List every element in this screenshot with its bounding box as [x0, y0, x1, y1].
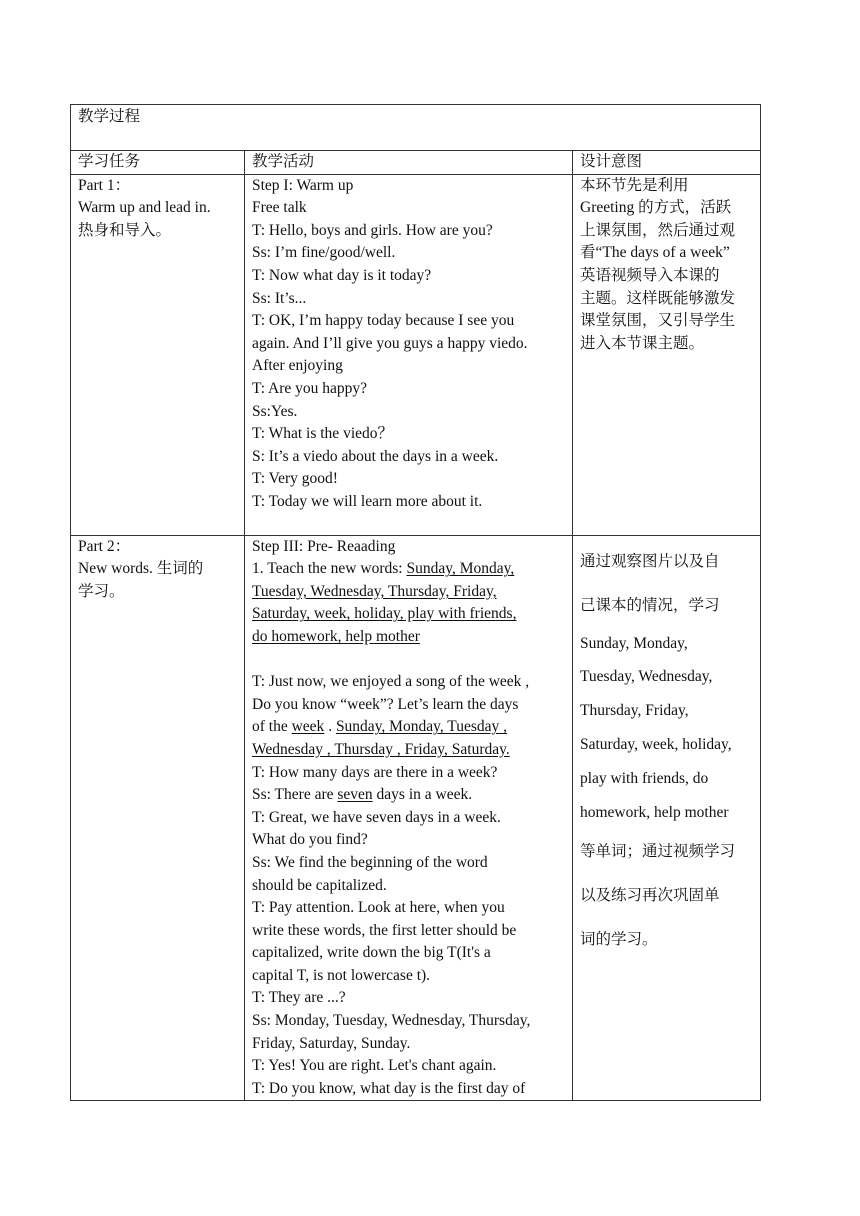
blank-line [252, 649, 565, 672]
part2-intent-en-line: Tuesday, Wednesday, [580, 668, 713, 686]
days-underlined: Wednesday , Thursday , Friday, Saturday. [252, 740, 510, 758]
part1-task-line: Part 1： [78, 176, 131, 194]
part1-activity-line: Free talk [252, 199, 307, 217]
part2-activity-cell [245, 535, 573, 1101]
part1-intent-line: 进入本节课主题。 [580, 334, 705, 352]
dialogue-line: Do you know “week”? Let’s learn the days [252, 695, 519, 713]
part1-activity-cell [245, 174, 573, 535]
part1-intent-line: 看“The days of a week” [580, 244, 730, 262]
dialogue-line: T: How many days are there in a week? [252, 763, 498, 781]
part2-task-line: New words. 生词的 [78, 560, 204, 578]
part2-intent-en-line: Saturday, week, holiday, [580, 735, 732, 753]
dialogue-text: of the [252, 718, 292, 736]
part1-activity-line: S: It’s a viedo about the days in a week. [252, 447, 499, 465]
part1-intent-line: 主题。这样既能够激发 [580, 289, 736, 307]
dialogue-line: Ss: Monday, Tuesday, Wednesday, Thursday, [252, 1012, 531, 1030]
part1-activity-line: T: Today we will learn more about it. [252, 492, 483, 510]
part1-activity-line: T: Are you happy? [252, 379, 368, 397]
table-row-part1 [71, 174, 761, 535]
header-task: 学习任务 [71, 151, 245, 175]
part1-activity-line: Ss:Yes. [252, 402, 298, 420]
part2-intent-en-line: Thursday, Friday, [580, 702, 689, 720]
part1-intent-line: 课堂氛围，又引导学生 [580, 312, 736, 330]
dialogue-line: T: They are ...? [252, 989, 346, 1007]
word-seven-underlined: seven [337, 786, 373, 804]
part2-intent-cn-line: 等单词；通过视频学习 [580, 842, 736, 861]
dialogue-line: capitalized, write down the big T(It's a [252, 944, 491, 962]
table-title: 教学过程 [71, 105, 761, 151]
new-words-underlined: do homework, help mother [252, 627, 420, 645]
part2-intent-en-line: Sunday, Monday, [580, 634, 688, 652]
dialogue-line: Friday, Saturday, Sunday. [252, 1034, 411, 1052]
part1-intent-line: 英语视频导入本课的 [580, 266, 720, 284]
dialogue-line: T: Do you know, what day is the first day of [252, 1079, 526, 1097]
dialogue-text: days in a week. [372, 786, 473, 804]
part1-activity-line: T: Very good! [252, 470, 338, 488]
dialogue-line [252, 784, 565, 807]
dialogue-text: Ss: There are [252, 786, 338, 804]
part1-activity-line: again. And I’ll give you guys a happy viedo. [252, 334, 528, 352]
part1-activity-line: Step I: Warm up [252, 176, 354, 194]
dialogue-line: Ss: We find the beginning of the word [252, 853, 488, 871]
part2-intent-cn-line: 以及练习再次巩固单 [580, 886, 720, 905]
part1-activity-line: T: Now what day is it today? [252, 266, 432, 284]
part2-intent-cell [573, 535, 761, 1101]
dialogue-line: T: Just now, we enjoyed a song of the week , [252, 673, 530, 691]
dialogue-line: What do you find? [252, 831, 368, 849]
header-activity: 教学活动 [245, 151, 573, 175]
part1-intent-cell [573, 174, 761, 535]
new-words-item [252, 558, 565, 581]
new-words-prefix: 1. Teach the new words: [252, 560, 407, 578]
part1-task-line: Warm up and lead in. [78, 199, 211, 217]
new-words-underlined: Sunday, Monday, [406, 560, 515, 578]
part1-activity-line: T: What is the viedo？ [252, 425, 393, 443]
new-words-underlined: Saturday, week, holiday, play with friends, [252, 605, 517, 623]
lesson-plan-table [70, 104, 761, 1101]
part1-intent-line: 本环节先是利用 [580, 176, 689, 194]
part2-intent-cn-line: 词的学习。 [580, 930, 658, 949]
part1-activity-line: Ss: I’m fine/good/well. [252, 244, 396, 262]
dialogue-line: T: Great, we have seven days in a week. [252, 808, 501, 826]
dialogue-line [252, 716, 565, 739]
part2-task-cell [71, 535, 245, 1101]
part1-task-cell [71, 174, 245, 535]
dialogue-text: . [324, 718, 336, 736]
header-intent: 设计意图 [573, 151, 761, 175]
part1-intent-line: Greeting 的方式，活跃 [580, 199, 732, 217]
part1-activity-line: Ss: It’s... [252, 289, 307, 307]
part2-intent-cn-line: 己课本的情况，学习 [580, 595, 720, 614]
part2-task-line: 学习。 [78, 582, 125, 600]
part1-task-line: 热身和导入。 [78, 221, 172, 239]
word-week-underlined: week [291, 718, 325, 736]
dialogue-line: T: Yes! You are right. Let's chant again. [252, 1057, 497, 1075]
dialogue-line: should be capitalized. [252, 876, 387, 894]
dialogue-line: capital T, is not lowercase t). [252, 966, 431, 984]
dialogue-line: write these words, the first letter should be [252, 921, 517, 939]
table-row-part2 [71, 535, 761, 1101]
part1-activity-line: T: Hello, boys and girls. How are you? [252, 221, 493, 239]
part2-intent-en-line: homework, help mother [580, 803, 729, 821]
dialogue-line: T: Pay attention. Look at here, when you [252, 899, 505, 917]
part2-task-line: Part 2： [78, 537, 131, 555]
days-underlined: Sunday, Monday, Tuesday , [335, 718, 508, 736]
part2-intent-en-line: play with friends, do [580, 769, 709, 787]
part2-intent-cn-line: 通过观察图片以及自 [580, 551, 720, 570]
part1-activity-line: T: OK, I’m happy today because I see you [252, 312, 515, 330]
new-words-underlined: Tuesday, Wednesday, Thursday, Friday, [252, 582, 497, 600]
part1-activity-line: After enjoying [252, 357, 343, 375]
part1-intent-line: 上课氛围，然后通过观 [580, 221, 736, 239]
step-heading: Step III: Pre- Reaading [252, 537, 396, 555]
